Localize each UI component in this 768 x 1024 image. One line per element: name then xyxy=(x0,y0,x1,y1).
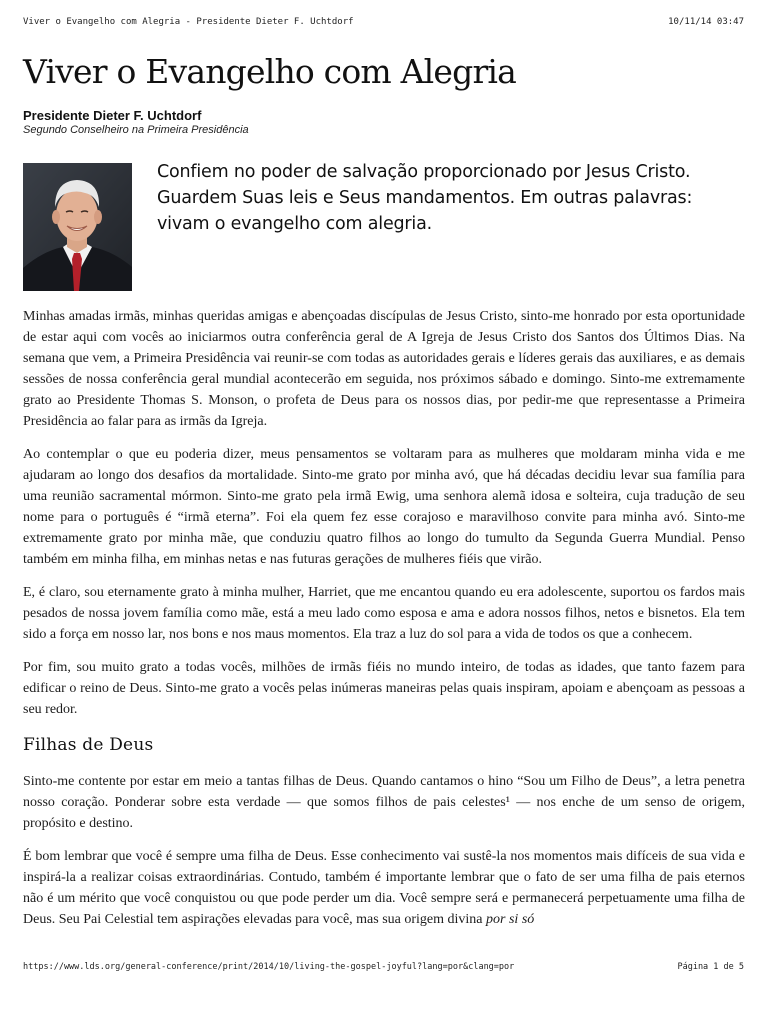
print-header-title: Viver o Evangelho com Alegria - Presidente Dieter F. Uchtdorf xyxy=(23,17,354,27)
section-heading: Filhas de Deus xyxy=(23,735,154,755)
print-header-timestamp: 10/11/14 03:47 xyxy=(668,17,744,27)
article-intro: Confiem no poder de salvação proporcionado por Jesus Cristo. Guardem Suas leis e Seus mandamentos. Em outras palavras: vivam o evangelho com alegria. xyxy=(157,162,693,234)
print-footer xyxy=(23,962,744,972)
article-title: Viver o Evangelho com Alegria xyxy=(23,52,517,91)
author-portrait xyxy=(23,163,132,291)
author-portrait-image xyxy=(23,163,132,291)
article-author: Presidente Dieter F. Uchtdorf xyxy=(23,108,202,123)
body-paragraph-last xyxy=(23,846,745,930)
page-number: Página 1 de 5 xyxy=(677,962,744,972)
body-paragraph-text: É bom lembrar que você é sempre uma filha de Deus. Esse conhecimento vai sustê-la nos momentos mais difíceis de sua vida e inspirá-la a realizar coisas extraordinárias. Contudo, também é importante lembrar que o fato de ser uma filha de pais eternos não é um mérito que você conquistou ou que pode perder um dia. Você sempre será e permanecerá perpetuamente uma filha de Deus. Seu Pai Celestial tem aspirações elevadas para você, mas sua origem divina xyxy=(23,849,745,927)
body-paragraph-emphasis: por si só xyxy=(486,912,535,927)
body-paragraph: Ao contemplar o que eu poderia dizer, meus pensamentos se voltaram para as mulheres que moldaram minha vida e me ajudaram ao longo dos desafios da mortalidade. Sinto-me grato por minha avó, que há décadas decidiu levar sua família para uma reunião sacramental mórmon. Sinto-me grato pela irmã Ewig, uma senhora alemã idosa e solteira, cuja tradução de seu nome para o português é “irmã eterna”. Foi ela quem fez esse corajoso e maravilhoso convite para minha avó. Sinto-me extremamente grato por minha mãe, que conduziu quatro filhos ao longo do tumulto da Segunda Guerra Mundial. Penso também em minha filha, em minhas netas e nas futuras gerações de mulheres fiéis que virão. xyxy=(23,447,745,567)
body-paragraph: Sinto-me contente por estar em meio a tantas filhas de Deus. Quando cantamos o hino “Sou um Filho de Deus”, a letra penetra nosso coração. Ponderar sobre esta verdade — que somos filhos de pais celestes¹ — nos enche de um senso de origem, propósito e destino. xyxy=(23,774,745,831)
body-paragraph: Minhas amadas irmãs, minhas queridas amigas e abençoadas discípulas de Jesus Cristo, sinto-me honrado por esta oportunidade de estar aqui com vocês ao iniciarmos outra conferência geral de A Igreja de Jesus Cristo dos Santos dos Últimos Dias. Na semana que vem, a Primeira Presidência vai reunir-se com todas as autoridades gerais e líderes gerais das auxiliares, e as demais sessões de nossa conferência geral mundial acontecerão em seguida, nos próximos sábado e domingo. Sinto-me extremamente grato ao Presidente Thomas S. Monson, o profeta de Deus para os nossos dias, por pedir-me que representasse a Primeira Presidência ao falar para as irmãs da Igreja. xyxy=(23,309,745,429)
body-paragraph: Por fim, sou muito grato a todas vocês, milhões de irmãs fiéis no mundo inteiro, de todas as idades, que tanto fazem para edificar o reino de Deus. Sinto-me grato a vocês pelas inúmeras maneiras pelas quais inspiram, apoiam e abençoam as pessoas a seu redor. xyxy=(23,660,745,717)
body-paragraph: E, é claro, sou eternamente grato à minha mulher, Harriet, que me encantou quando eu era adolescente, suportou os fardos mais pesados de nossa jovem família como mãe, está a meu lado como esposa e ama e adora nossos filhos, netos e bisnetos. Ela tem sido a força em nosso lar, nos bons e nos maus momentos. Ela traz a luz do sol para a vida de todos os que a conhecem. xyxy=(23,585,745,642)
page-url: https://www.lds.org/general-conference/print/2014/10/living-the-gospel-joyful?lang=por&clang=por xyxy=(23,962,515,972)
print-header xyxy=(23,17,744,27)
article-body xyxy=(23,306,745,942)
author-calling: Segundo Conselheiro na Primeira Presidência xyxy=(23,124,249,136)
